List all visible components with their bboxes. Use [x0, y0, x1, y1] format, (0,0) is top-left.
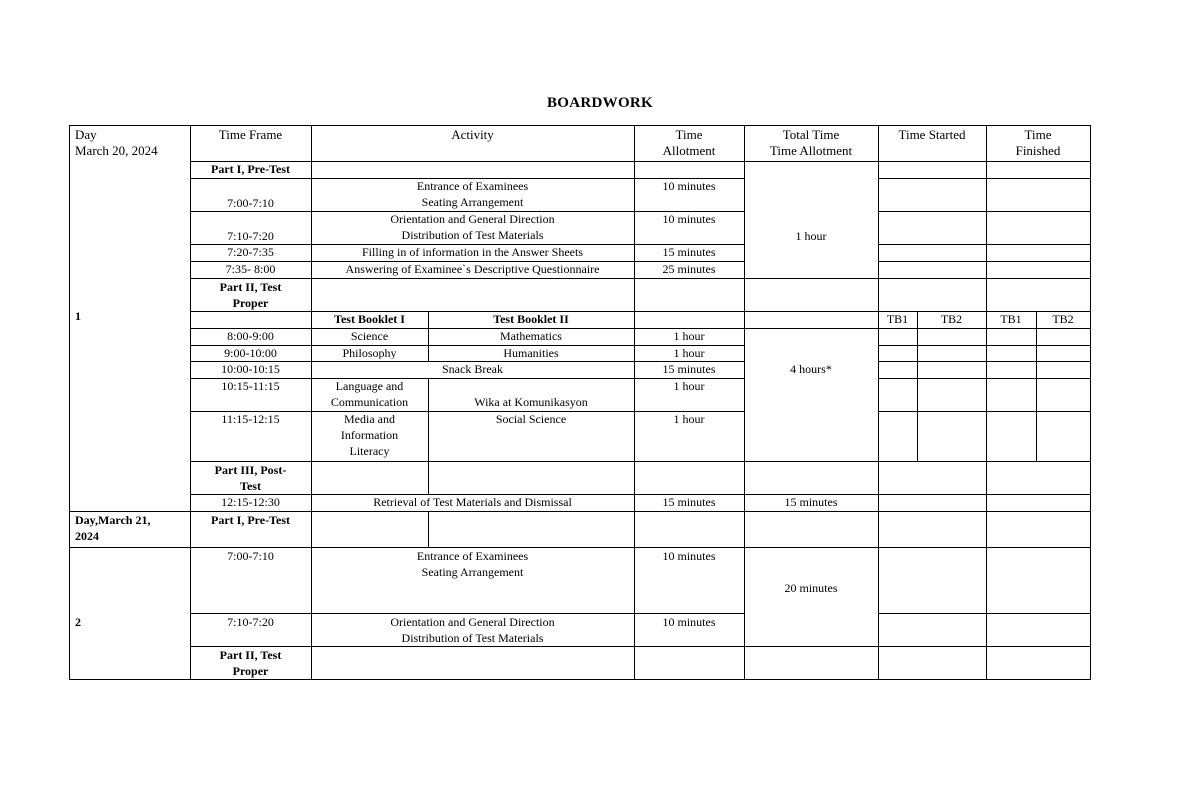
table-border [986, 125, 987, 680]
header-time-finished-text: Finished [1015, 143, 1061, 158]
table-row-time-text: 12:15-12:30 [221, 495, 280, 509]
table-row-allotment-text: 15 minutes [662, 362, 716, 376]
table-row-booklet-1 [311, 345, 428, 359]
table-row-allotment-text: 15 minutes [662, 245, 716, 259]
total-allotment-text: 20 minutes [784, 581, 838, 595]
table-border [190, 161, 1091, 162]
table-row-allotment-text: 1 hour [673, 346, 705, 359]
table-row-booklet-1-text: Communication [330, 395, 409, 409]
part-label-text: Part I, Pre-Test [211, 162, 290, 176]
table-row-activity-text: Seating Arrangement [421, 565, 524, 579]
day-number [69, 308, 190, 328]
table-row-booklet-1-text: Literacy [349, 444, 390, 458]
table-row-booklet-1-text: Philosophy [342, 346, 397, 359]
table-border [878, 211, 1091, 212]
table-row-activity-text: Distribution of Test Materials [401, 631, 544, 645]
table-row-activity-text: Orientation and General Direction [390, 615, 555, 629]
table-row-time-text: 7:35- 8:00 [225, 262, 276, 276]
header-total-time-allotment-text: Time Allotment [769, 143, 853, 158]
table-row-activity [311, 178, 634, 209]
day-number [69, 614, 190, 632]
table-row-allotment [634, 614, 744, 645]
total-allotment [744, 494, 878, 509]
table-row-allotment-text: 1 hour [673, 412, 705, 426]
table-row-booklet-2 [428, 411, 634, 459]
table-row-activity-text: Orientation and General Direction [390, 212, 555, 226]
table-row-time [190, 361, 311, 376]
table-row-activity-text: Answering of Examinee`s Descriptive Questionnaire [345, 262, 600, 276]
table-row-time-text: 7:10-7:20 [227, 615, 274, 629]
table-row-allotment-text: 25 minutes [662, 262, 716, 276]
table-row-allotment [634, 211, 744, 242]
table-row-allotment-text: 1 hour [673, 379, 705, 393]
table-row-booklet-1-text: Information [340, 428, 399, 442]
table-row-allotment [634, 261, 744, 276]
day-number-text: 1 [75, 309, 81, 323]
table-row-allotment [634, 328, 744, 343]
table-row-activity-text: Snack Break [442, 362, 503, 376]
table-border [878, 261, 1091, 262]
header-day-text: March 20, 2024 [75, 143, 158, 158]
total-allotment-text: 4 hours* [790, 362, 832, 376]
part-label [190, 647, 311, 678]
header-time-allotment [634, 127, 744, 161]
table-border [190, 278, 1091, 279]
tb-label [1036, 311, 1090, 326]
table-border [878, 244, 1091, 245]
header-time-started-text: Time Started [898, 127, 966, 142]
tb-label-text: TB2 [940, 312, 963, 326]
table-row-activity [311, 244, 634, 259]
table-row-time-text: 7:20-7:35 [227, 245, 274, 259]
header-time-finished [986, 127, 1090, 161]
table-row-allotment [634, 548, 744, 612]
table-row-allotment-text: 15 minutes [662, 495, 716, 509]
table-row-activity [311, 614, 634, 645]
table-row-allotment [634, 361, 744, 376]
table-border [428, 511, 429, 548]
header-time-finished-text: Time [1024, 127, 1052, 142]
tb-label [878, 311, 917, 326]
header-activity-text: Activity [451, 127, 494, 142]
table-row-booklet-2-text: Wika at Komunikasyon [474, 395, 588, 409]
total-allotment-text: 1 hour [795, 229, 827, 243]
table-row-allotment [634, 244, 744, 259]
table-row-booklet-1 [311, 411, 428, 459]
table-row-activity-text: Distribution of Test Materials [401, 228, 544, 242]
table-row-allotment [634, 345, 744, 359]
part-label-text: Part I, Pre-Test [211, 513, 290, 527]
table-row-booklet-2-text: Humanities [503, 346, 559, 359]
table-border [878, 345, 1091, 346]
table-row-booklet-2 [428, 345, 634, 359]
table-row-allotment-text: 10 minutes [662, 179, 716, 193]
table-row-booklet-1-text: Science [350, 329, 389, 343]
table-row-time [190, 548, 311, 612]
table-row-booklet-1-text: Language and [335, 379, 404, 393]
table-row-activity-text: Seating Arrangement [421, 195, 524, 209]
header-time-frame-text: Time Frame [218, 127, 283, 142]
booklet-header-text: Test Booklet II [493, 312, 569, 326]
table-row-time [190, 195, 311, 226]
table-border [878, 361, 1091, 362]
total-allotment [744, 580, 878, 598]
part-label [190, 512, 311, 546]
table-row-allotment-text: 1 hour [673, 329, 705, 343]
table-row-activity [311, 494, 634, 509]
booklet-header [311, 311, 428, 326]
day-header [69, 512, 190, 546]
table-border [878, 613, 1091, 614]
part-label-text: Proper [232, 296, 269, 310]
table-border [190, 646, 1091, 647]
table-border [917, 311, 918, 462]
table-row-activity [311, 261, 634, 276]
part-label-text: Proper [232, 664, 269, 678]
table-row-time-text: 10:00-10:15 [221, 362, 280, 376]
header-time-started [878, 127, 986, 161]
document-title: BOARDWORK [546, 95, 654, 111]
part-label-text: Test [240, 479, 261, 493]
header-time-allotment-text: Allotment [662, 143, 716, 158]
table-border [69, 679, 1091, 680]
table-row-activity [311, 548, 634, 612]
table-border [69, 125, 1091, 126]
table-row-time-text: 7:10-7:20 [227, 229, 274, 243]
table-row-time [190, 378, 311, 409]
tb-label-text: TB2 [1052, 312, 1074, 326]
table-border [1036, 311, 1037, 462]
day-header-text: 2024 [75, 529, 99, 543]
total-allotment [744, 361, 878, 378]
table-row-allotment-text: 10 minutes [662, 615, 716, 629]
table-row-activity-text: Filling in of information in the Answer Sheets [362, 245, 583, 259]
table-row-booklet-2-text: Social Science [495, 412, 567, 426]
header-total-time-allotment [744, 127, 878, 161]
table-row-activity [311, 361, 634, 376]
table-row-time-text: 8:00-9:00 [227, 329, 274, 343]
part-label [190, 279, 311, 310]
table-row-activity [311, 211, 634, 242]
table-row-activity-text: Entrance of Examinees [416, 549, 529, 563]
table-row-allotment [634, 378, 744, 409]
table-row-booklet-1 [311, 328, 428, 343]
table-row-booklet-2-text: Mathematics [500, 329, 562, 343]
tb-label [986, 311, 1036, 326]
header-day [69, 127, 190, 161]
table-border [878, 178, 1091, 179]
table-row-booklet-2 [428, 328, 634, 343]
day-header-text: Day,March 21, [75, 513, 151, 527]
booklet-header-text: Test Booklet I [334, 312, 405, 326]
table-row-time [190, 494, 311, 509]
total-allotment-text: 15 minutes [784, 495, 838, 509]
table-row-activity-text: Entrance of Examinees [416, 179, 529, 193]
table-row-time-text: 10:15-11:15 [221, 379, 280, 393]
header-total-time-allotment-text: Total Time [782, 127, 840, 142]
table-row-allotment [634, 178, 744, 209]
table-row-time-text: 7:00-7:10 [227, 196, 274, 210]
part-label [190, 161, 311, 176]
table-row-time-text: 11:15-12:15 [221, 412, 280, 426]
table-row-allotment-text: 10 minutes [662, 549, 716, 563]
table-row-time [190, 411, 311, 459]
booklet-header [428, 311, 634, 326]
part-label [190, 462, 311, 493]
table-border [1090, 125, 1091, 680]
table-row-time [190, 345, 311, 359]
table-row-allotment [634, 494, 744, 509]
part-label-text: Part II, Test [219, 648, 282, 662]
tb-label [917, 311, 986, 326]
table-row-time [190, 614, 311, 645]
total-allotment [744, 228, 878, 244]
table-border [69, 125, 70, 680]
table-row-time [190, 328, 311, 343]
table-row-allotment [634, 411, 744, 459]
tb-label-text: TB1 [1000, 312, 1022, 326]
table-row-activity-text: Retrieval of Test Materials and Dismissal [373, 495, 572, 509]
table-border [878, 378, 1091, 379]
header-time-frame [190, 127, 311, 161]
table-row-allotment-text: 10 minutes [662, 212, 716, 226]
header-day-text: Day [75, 127, 97, 142]
header-time-allotment-text: Time [675, 127, 703, 142]
table-border [190, 461, 1091, 462]
table-row-time [190, 244, 311, 259]
table-row-time [190, 261, 311, 276]
part-label-text: Part III, Post- [214, 463, 287, 477]
table-border [878, 411, 1091, 412]
table-border [878, 125, 879, 680]
part-label-text: Part II, Test [219, 280, 282, 294]
table-row-booklet-1-text: Media and [344, 412, 395, 426]
tb-label-text: TB1 [886, 312, 909, 326]
header-activity [311, 127, 634, 161]
day-number-text: 2 [75, 615, 81, 629]
table-row-time-text: 7:00-7:10 [227, 549, 274, 563]
table-row-booklet-1 [311, 378, 428, 409]
table-row-time-text: 9:00-10:00 [224, 346, 277, 359]
